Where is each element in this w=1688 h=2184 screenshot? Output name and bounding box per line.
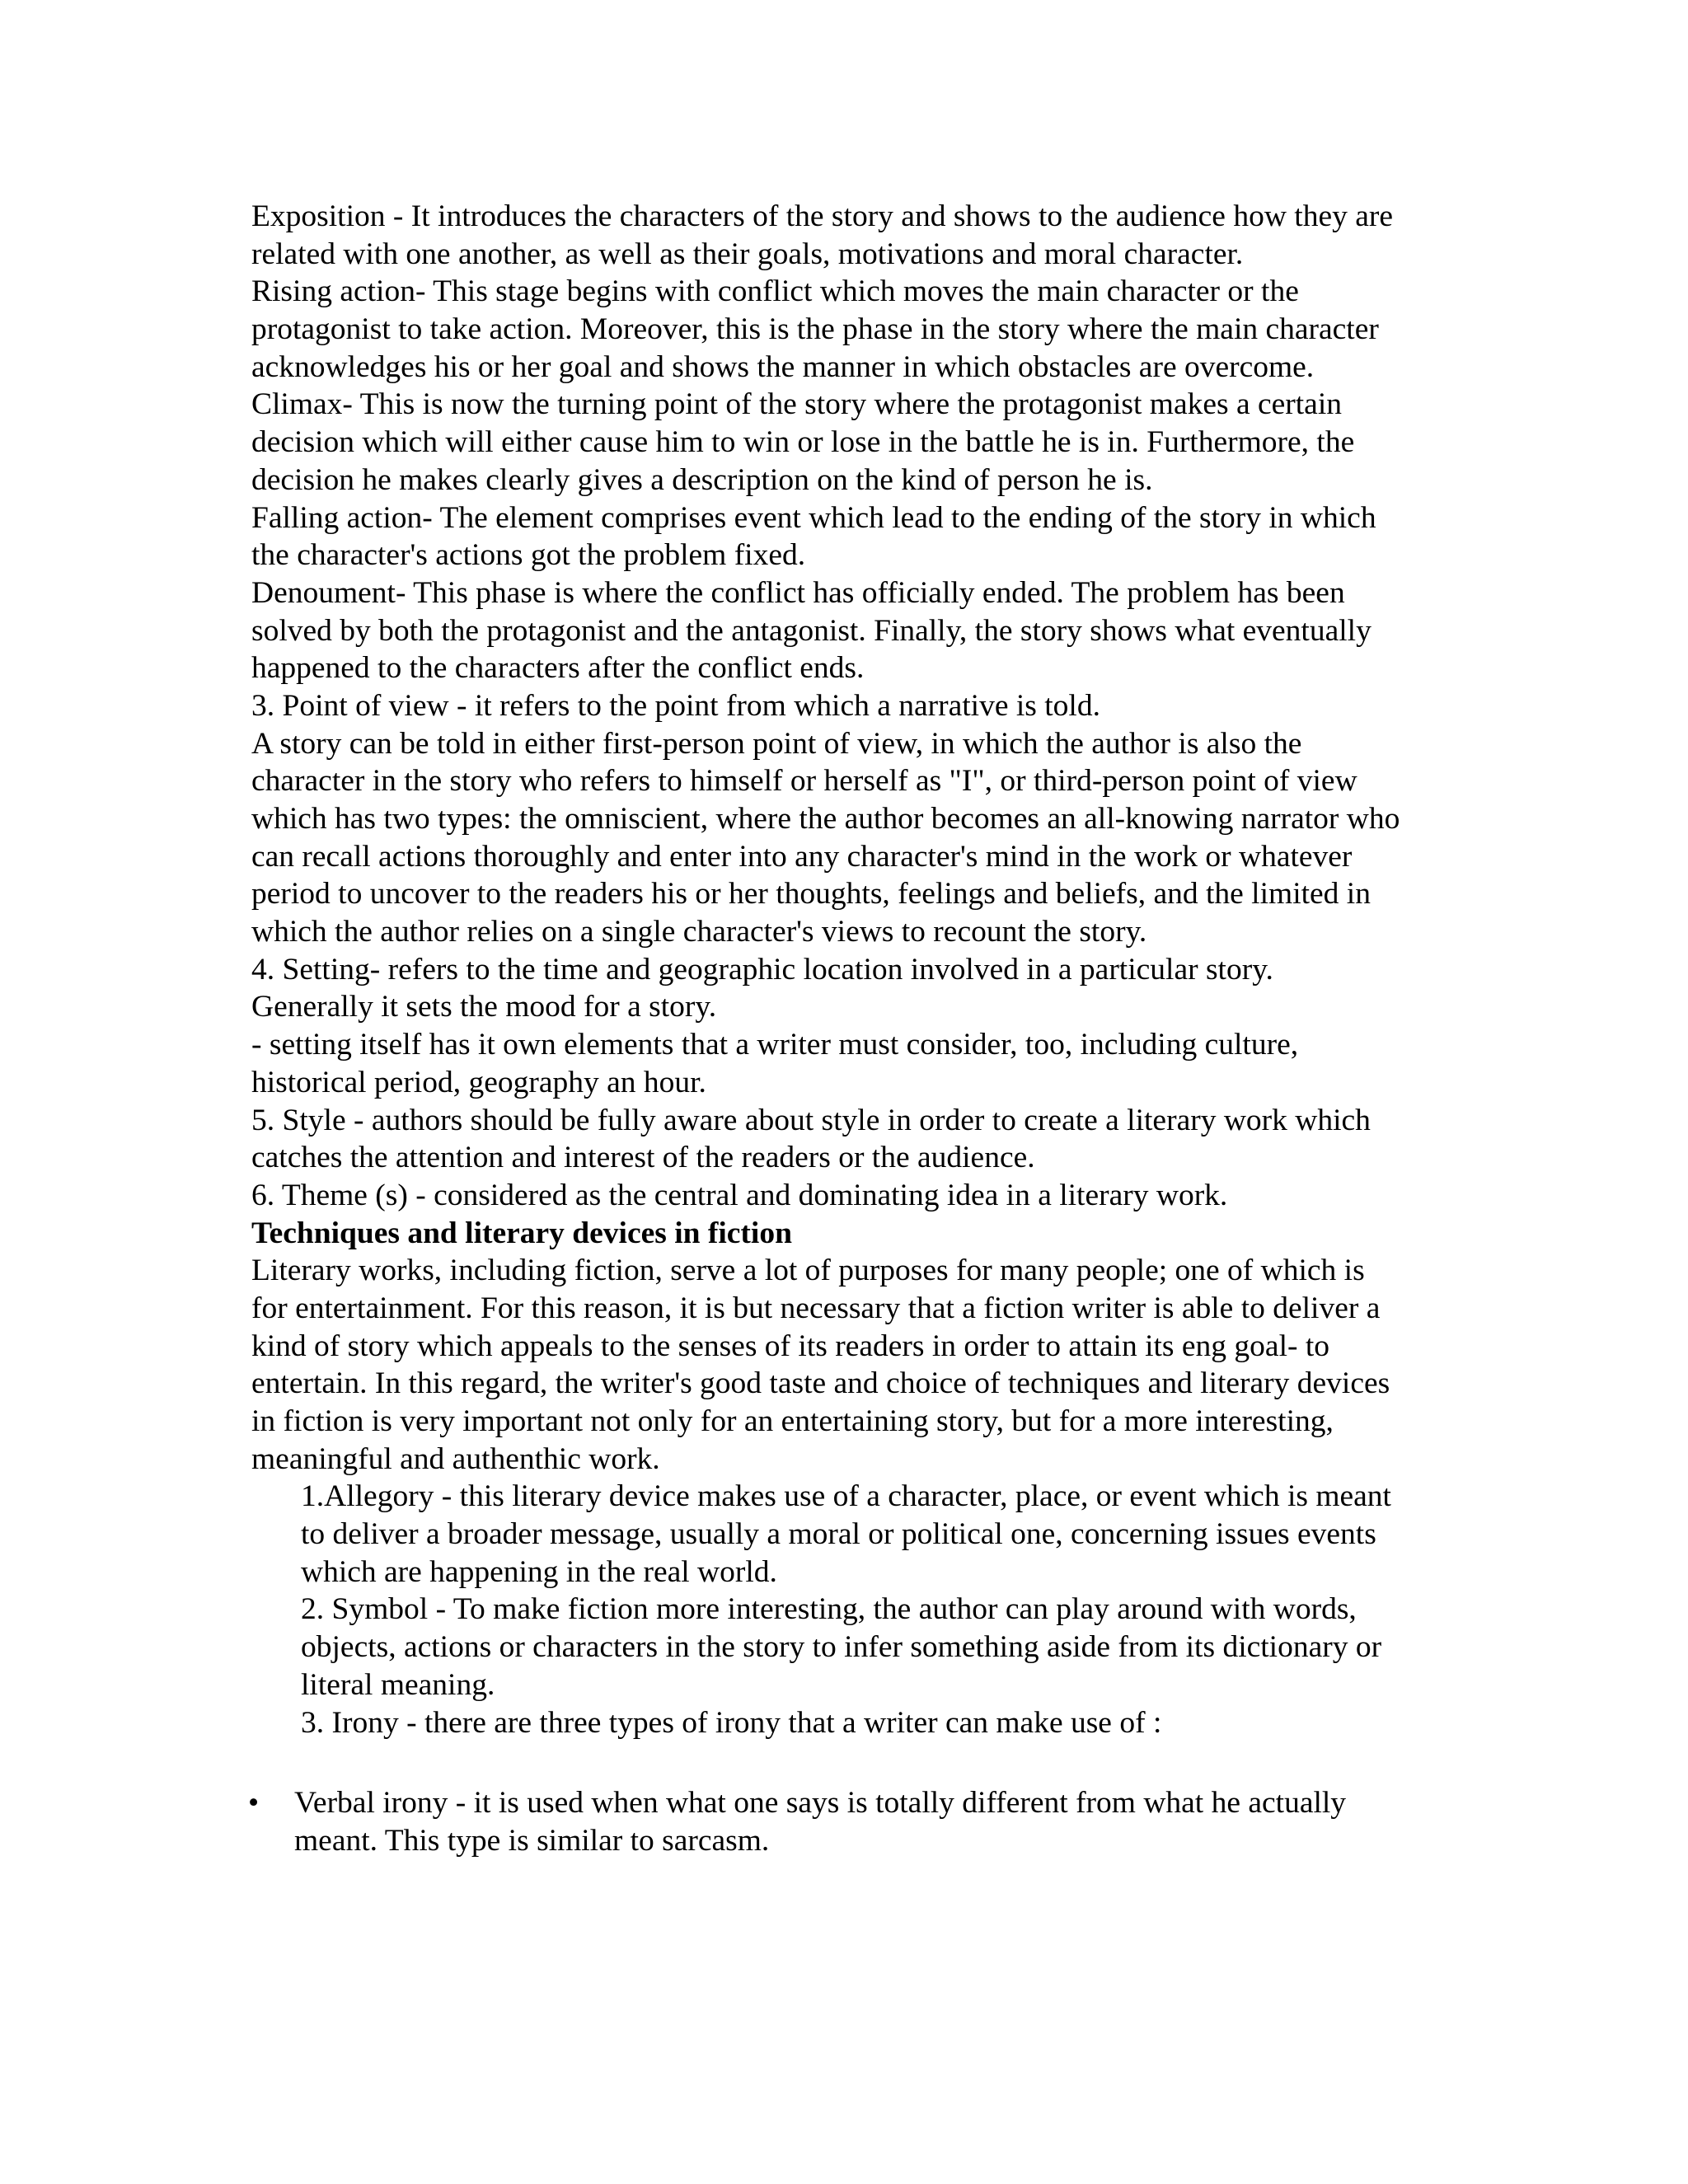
spacer <box>251 1741 1484 1784</box>
text-line: character in the story who refers to himself or herself as "I", or third-person point of view <box>251 764 1357 799</box>
bullet-line: Verbal irony - it is used when what one says is totally different from what he actually <box>294 1786 1347 1821</box>
intro-line: in fiction is very important not only for an entertaining story, but for a more interesting, <box>251 1404 1334 1438</box>
text-line: - setting itself has it own elements that a writer must consider, too, including culture, <box>251 1028 1299 1062</box>
indented-line: 1.Allegory - this literary device makes use of a character, place, or event which is meant <box>301 1479 1391 1514</box>
bullet-marker: • <box>248 1786 260 1821</box>
text-line: protagonist to take action. Moreover, this is the phase in the story where the main character <box>251 312 1379 347</box>
text-line: Falling action- The element comprises event which lead to the ending of the story in which <box>251 500 1376 535</box>
text-line: 4. Setting- refers to the time and geographic location involved in a particular story. <box>251 952 1273 987</box>
text-line: related with one another, as well as their goals, motivations and moral character. <box>251 237 1244 271</box>
bullet-line: meant. This type is similar to sarcasm. <box>294 1823 770 1858</box>
indented-line: literal meaning. <box>301 1667 495 1702</box>
text-line: Exposition - It introduces the characters of the story and shows to the audience how they are <box>251 199 1393 233</box>
text-line: 6. Theme (s) - considered as the central and dominating idea in a literary work. <box>251 1178 1228 1212</box>
text-line: Denoument- This phase is where the conflict has officially ended. The problem has been <box>251 575 1345 610</box>
bullet-list-item <box>248 1784 1484 1859</box>
text-line: decision he makes clearly gives a description on the kind of person he is. <box>251 462 1153 497</box>
indented-line: which are happening in the real world. <box>301 1554 777 1589</box>
text-line: historical period, geography an hour. <box>251 1065 706 1099</box>
text-line: 3. Point of view - it refers to the point from which a narrative is told. <box>251 688 1100 723</box>
intro-line: kind of story which appeals to the senses of its readers in order to attain its eng goal- to <box>251 1329 1330 1363</box>
indented-line: to deliver a broader message, usually a moral or political one, concerning issues events <box>301 1517 1376 1552</box>
intro-line: meaningful and authenthic work. <box>251 1441 660 1476</box>
indented-line: 3. Irony - there are three types of irony that a writer can make use of : <box>301 1705 1162 1740</box>
document-body <box>248 198 1484 1860</box>
text-line: catches the attention and interest of the readers or the audience. <box>251 1141 1035 1175</box>
text-line: acknowledges his or her goal and shows the manner in which obstacles are overcome. <box>251 349 1315 384</box>
text-line: 5. Style - authors should be fully aware about style in order to create a literary work which <box>251 1103 1371 1137</box>
section-heading: Techniques and literary devices in fiction <box>251 1216 792 1250</box>
text-line: Rising action- This stage begins with conflict which moves the main character or the <box>251 274 1299 309</box>
text-line: A story can be told in either first-person point of view, in which the author is also the <box>251 726 1302 761</box>
indented-line: 2. Symbol - To make fiction more interesting, the author can play around with words, <box>301 1592 1357 1627</box>
intro-line: Literary works, including fiction, serve a lot of purposes for many people; one of which is <box>251 1254 1365 1288</box>
text-line: decision which will either cause him to win or lose in the battle he is in. Furthermore, the <box>251 425 1355 460</box>
indented-line: objects, actions or characters in the story to infer something aside from its dictionary or <box>301 1630 1382 1665</box>
text-line: which has two types: the omniscient, where the author becomes an all-knowing narrator who <box>251 802 1400 836</box>
intro-line: entertain. In this regard, the writer's good taste and choice of techniques and literary devices <box>251 1366 1390 1401</box>
text-line: the character's actions got the problem fixed. <box>251 538 806 573</box>
text-line: happened to the characters after the conflict ends. <box>251 651 865 686</box>
text-line: Generally it sets the mood for a story. <box>251 990 717 1024</box>
text-line: which the author relies on a single character's views to recount the story. <box>251 915 1147 949</box>
text-line: Climax- This is now the turning point of the story where the protagonist makes a certain <box>251 387 1342 422</box>
intro-line: for entertainment. For this reason, it is but necessary that a fiction writer is able to deliver a <box>251 1291 1381 1325</box>
text-line: period to uncover to the readers his or her thoughts, feelings and beliefs, and the limited in <box>251 877 1371 912</box>
text-line: solved by both the protagonist and the antagonist. Finally, the story shows what eventually <box>251 613 1372 648</box>
text-line: can recall actions thoroughly and enter into any character's mind in the work or whatever <box>251 839 1353 874</box>
